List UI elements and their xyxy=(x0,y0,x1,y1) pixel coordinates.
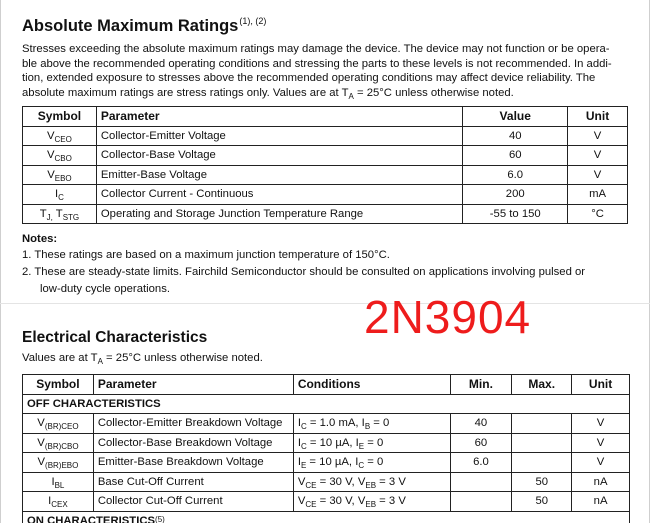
cell-conditions: $I_E = 10$ µA, $I_C = 0$ xyxy=(293,453,450,473)
col-header-unit: Unit xyxy=(572,375,630,395)
table-header-row xyxy=(23,107,628,127)
table-row xyxy=(23,146,628,166)
cell-min xyxy=(450,472,512,492)
col-header-min: Min. xyxy=(450,375,512,395)
cell-unit: nA xyxy=(572,472,630,492)
table-header-row xyxy=(23,375,630,395)
elec-char-title: Electrical Characteristics xyxy=(22,329,208,346)
cell-unit: mA xyxy=(568,185,628,205)
description-line: absolute maximum ratings are stress ratings only. Values are at $T_A = 25^\circ C$ unless otherwise noted. xyxy=(22,86,514,101)
cell-conditions: $I_C = 10$ µA, $I_E = 0$ xyxy=(293,433,450,453)
cell-unit: V xyxy=(568,165,628,185)
table-row xyxy=(23,492,630,512)
cell-conditions: $V_{CE} = 30$ V, $V_{EB} = 3$ V xyxy=(293,492,450,512)
cell-unit: °C xyxy=(568,204,628,224)
table-row xyxy=(23,165,628,185)
cell-min: 40 xyxy=(450,414,512,434)
cell-parameter: Collector-Emitter Breakdown Voltage xyxy=(93,414,293,434)
table-row xyxy=(23,414,630,434)
abs-max-table xyxy=(22,106,628,224)
cell-unit: V xyxy=(568,126,628,146)
cell-parameter: Collector Cut-Off Current xyxy=(93,492,293,512)
cell-parameter: Collector-Base Breakdown Voltage xyxy=(93,433,293,453)
table-row xyxy=(23,453,630,473)
cell-max xyxy=(512,414,572,434)
col-header-symbol: Symbol xyxy=(23,375,94,395)
cell-symbol: $I_{BL}$ xyxy=(23,472,94,492)
cell-symbol: $V_{(BR)CBO}$ xyxy=(23,433,94,453)
elec-char-table xyxy=(22,374,630,523)
cell-min: 6.0 xyxy=(450,453,512,473)
cell-unit: V xyxy=(572,433,630,453)
cell-unit: V xyxy=(572,453,630,473)
abs-max-title-footnotes: (1), (2) xyxy=(239,16,267,26)
description-line: tion, extended exposure to stresses above the recommended operating conditions may affect device reliability. The xyxy=(22,72,596,84)
page-separator xyxy=(0,303,650,313)
cell-value: 60 xyxy=(463,146,568,166)
cell-max xyxy=(512,433,572,453)
table-row xyxy=(23,433,630,453)
section-row-off xyxy=(23,394,630,414)
cell-symbol: $V_{CEO}$ xyxy=(23,126,97,146)
note-1: 1. These ratings are based on a maximum junction temperature of 150°C. xyxy=(22,249,390,261)
cell-conditions: $V_{CE} = 30$ V, $V_{EB} = 3$ V xyxy=(293,472,450,492)
cell-value: 200 xyxy=(463,185,568,205)
description-line: ble above the recommended operating conditions and stressing the parts to these levels is not recommended. In addi- xyxy=(22,57,612,70)
cell-symbol: $I_C$ xyxy=(23,185,97,205)
cell-symbol: $T_{J,}$ $T_{STG}$ xyxy=(23,204,97,224)
elec-char-subtitle: Values are at $T_A = 25^\circ C$ unless otherwise noted. xyxy=(22,352,263,366)
cell-min: 60 xyxy=(450,433,512,453)
section-label: OFF CHARACTERISTICS xyxy=(23,394,630,414)
col-header-value: Value xyxy=(463,107,568,127)
cell-max: 50 xyxy=(512,492,572,512)
cell-parameter: Collector-Emitter Voltage xyxy=(96,126,462,146)
note-2-continued: low-duty cycle operations. xyxy=(40,283,170,295)
abs-max-title: Absolute Maximum Ratings$^{(1), (2)}$ xyxy=(22,16,267,35)
cell-parameter: Collector-Base Voltage xyxy=(96,146,462,166)
cell-parameter: Base Cut-Off Current xyxy=(93,472,293,492)
section-row-on xyxy=(23,511,630,523)
cell-symbol: $V_{EBO}$ xyxy=(23,165,97,185)
section-label: ON CHARACTERISTICS$^{(5)}$ xyxy=(23,511,630,523)
cell-parameter: Emitter-Base Voltage xyxy=(96,165,462,185)
abs-max-description xyxy=(22,42,630,101)
col-header-symbol: Symbol xyxy=(23,107,97,127)
description-line: Stresses exceeding the absolute maximum ratings may damage the device. The device may not function or be opera- xyxy=(22,43,610,55)
cell-parameter: Emitter-Base Breakdown Voltage xyxy=(93,453,293,473)
cell-unit: V xyxy=(572,414,630,434)
cell-value: 40 xyxy=(463,126,568,146)
cell-value: 6.0 xyxy=(463,165,568,185)
note-2: 2. These are steady-state limits. Fairchild Semiconductor should be consulted on applications involving pulsed or xyxy=(22,266,586,278)
col-header-parameter: Parameter xyxy=(96,107,462,127)
col-header-max: Max. xyxy=(512,375,572,395)
col-header-unit: Unit xyxy=(568,107,628,127)
table-row xyxy=(23,185,628,205)
table-row xyxy=(23,204,628,224)
col-header-parameter: Parameter xyxy=(93,375,293,395)
cell-min xyxy=(450,492,512,512)
cell-symbol: $V_{(BR)EBO}$ xyxy=(23,453,94,473)
notes-title: Notes: xyxy=(22,233,58,245)
table-row xyxy=(23,472,630,492)
cell-conditions: $I_C = 1.0$ mA, $I_B = 0$ xyxy=(293,414,450,434)
cell-symbol: $I_{CEX}$ xyxy=(23,492,94,512)
cell-parameter: Collector Current - Continuous xyxy=(96,185,462,205)
cell-symbol: $V_{(BR)CEO}$ xyxy=(23,414,94,434)
cell-max: 50 xyxy=(512,472,572,492)
cell-parameter: Operating and Storage Junction Temperature Range xyxy=(96,204,462,224)
cell-max xyxy=(512,453,572,473)
part-number-label: 2N3904 xyxy=(364,291,532,343)
table-row xyxy=(23,126,628,146)
col-header-conditions: Conditions xyxy=(293,375,450,395)
cell-value: -55 to 150 xyxy=(463,204,568,224)
cell-unit: V xyxy=(568,146,628,166)
cell-unit: nA xyxy=(572,492,630,512)
cell-symbol: $V_{CBO}$ xyxy=(23,146,97,166)
